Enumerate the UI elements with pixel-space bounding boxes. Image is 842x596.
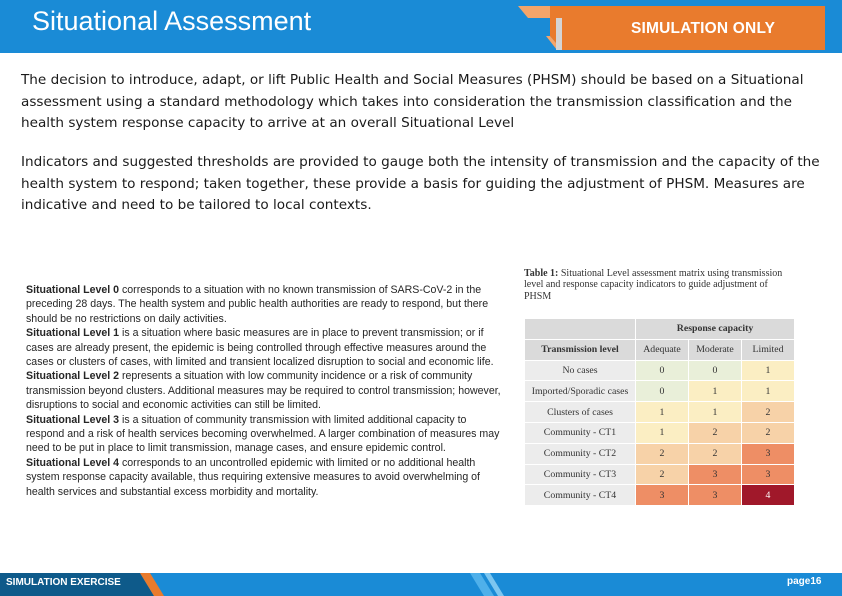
level-cell: 1 [742,381,795,402]
level-cell: 0 [636,381,689,402]
level-cell: 1 [636,422,689,443]
level-3-label: Situational Level 3 [26,413,120,426]
row-label: Community - CT3 [525,464,636,485]
intro-paragraph-1: The decision to introduce, adapt, or lift Public Health and Social Measures (PHSM) should be based on a Situational assessment using a standard methodology which takes into consideration the transmission classification and the health system response capacity to arrive at an overall Situational Level [21,72,804,131]
level-0-label: Situational Level 0 [26,284,120,296]
table-row [525,464,795,485]
level-cell: 3 [689,464,742,485]
level-2-text: represents a situation with low community incidence or a risk of community transmission beyond clusters. Additional measures may be required to control transmission; however, disruptions to social and economic activities can still be limited. [26,370,501,412]
row-label: Community - CT4 [525,485,636,506]
column-adequate: Adequate [636,339,689,360]
response-capacity-header: Response capacity [636,319,795,340]
level-cell: 3 [689,485,742,506]
level-cell: 3 [636,485,689,506]
table-body [525,360,795,506]
level-1-label: Situational Level 1 [26,327,120,340]
level-4 [26,456,501,499]
simulation-only-badge: SIMULATION ONLY [631,20,776,37]
level-cell: 2 [742,402,795,423]
table-caption-text: Situational Level assessment matrix using transmission level and response capacity indicators to guide adjustment of PHSM [524,268,783,302]
row-label: Community - CT1 [525,422,636,443]
simulation-exercise-label: SIMULATION EXERCISE [6,577,121,588]
level-cell: 2 [689,443,742,464]
row-label: Community - CT2 [525,443,636,464]
situational-levels [26,283,501,499]
situational-level-matrix [524,318,795,506]
level-4-text: corresponds to an uncontrolled epidemic with limited or no additional health system response capacity available, thus requiring extensive measures to avoid overwhelming of health services and substantial excess morbidity and mortality. [26,456,480,498]
level-4-label: Situational Level 4 [26,456,120,469]
level-cell: 2 [636,443,689,464]
level-0 [26,283,501,326]
row-label: Imported/Sporadic cases [525,381,636,402]
level-cell: 2 [689,422,742,443]
table-group-header-row [525,319,795,340]
row-label: No cases [525,360,636,381]
level-3-text: is a situation of community transmission with limited additional capacity to respond and a risk of health services becoming overwhelmed. A larger combination of measures may need to be put in place to limit transmission, manage cases, and ensure epidemic control. [26,413,500,455]
level-cell: 3 [742,464,795,485]
page-number: page16 [787,576,822,587]
level-cell: 1 [636,402,689,423]
table-row [525,422,795,443]
intro-paragraph-2: Indicators and suggested thresholds are provided to gauge both the intensity of transmission and the capacity of the health system to respond; taken together, these provide a basis for guiding the adjustment of PHSM. Measures are indicative and need to be tailored to local contexts. [21,154,820,213]
table-corner [525,319,636,340]
table-row [525,360,795,381]
level-cell: 1 [689,402,742,423]
table-caption [524,268,794,302]
table-caption-bold: Table 1: [524,268,559,279]
level-3 [26,413,501,456]
level-cell: 0 [636,360,689,381]
table-row [525,485,795,506]
footer-bar [0,573,842,596]
level-1 [26,326,501,369]
level-2 [26,369,501,412]
row-label: Clusters of cases [525,402,636,423]
column-moderate: Moderate [689,339,742,360]
level-cell: 1 [742,360,795,381]
level-1-text: is a situation where basic measures are in place to prevent transmission; or if cases are already present, the epidemic is being controlled through effective measures around the cases or clusters of cases, with limited and transient localized disruption to social and economic life. [26,327,494,369]
column-limited: Limited [742,339,795,360]
table-row [525,381,795,402]
level-cell: 0 [689,360,742,381]
level-cell: 3 [742,443,795,464]
table-column-header-row [525,339,795,360]
level-0-text: corresponds to a situation with no known transmission of SARS-CoV-2 in the preceding 28 days. The health system and public health authorities are ready to respond, but there should be no restrictions on daily activities. [26,284,489,325]
level-2-label: Situational Level 2 [26,370,120,383]
level-cell: 1 [689,381,742,402]
table-row [525,443,795,464]
level-cell: 2 [742,422,795,443]
transmission-level-header: Transmission level [525,339,636,360]
level-cell: 2 [636,464,689,485]
table-row [525,402,795,423]
level-cell: 4 [742,485,795,506]
page-title: Situational Assessment [32,6,312,36]
